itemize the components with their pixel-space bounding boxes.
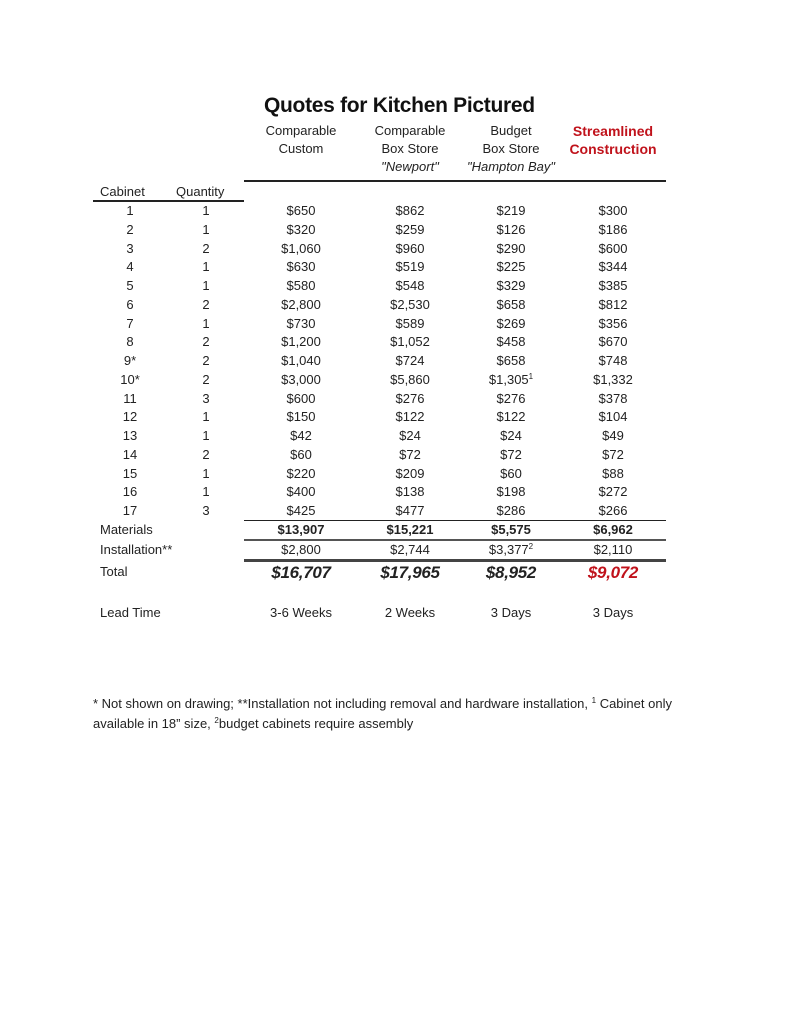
price-value: $650: [286, 203, 316, 218]
column-header-line: "Hampton Bay": [467, 159, 555, 174]
price-value: $24: [399, 428, 421, 443]
price-cell: [246, 353, 356, 368]
materials-divider: [244, 520, 666, 521]
price-value: $548: [395, 278, 425, 293]
price-value: $198: [496, 484, 526, 500]
price-value: $344: [598, 259, 628, 275]
price-cell: [456, 466, 566, 481]
total-label: Total: [100, 564, 128, 579]
lead_time-value: [246, 605, 356, 620]
materials-value: [355, 522, 465, 537]
column-header-line: Budget: [490, 123, 532, 138]
price-cell: [355, 297, 465, 312]
cabinet-column-header: Cabinet: [100, 184, 145, 199]
price-value: $600: [286, 390, 316, 406]
price-value: $320: [286, 221, 316, 237]
price-value: $658: [496, 353, 526, 368]
materials-value: [456, 522, 566, 537]
installation-amount: $3,377: [488, 542, 529, 557]
price-cell: [246, 297, 356, 312]
price-value: $88: [602, 465, 624, 481]
price-value: $519: [395, 259, 425, 275]
lead_time-label: Lead Time: [100, 605, 161, 620]
price-value: $425: [286, 503, 316, 518]
price-cell: [355, 334, 465, 349]
installation-divider: [244, 539, 666, 541]
cabinet-quantity: 1: [202, 465, 210, 481]
price-value: $960: [395, 240, 425, 256]
installation-value: [558, 542, 668, 557]
materials-amount: $15,221: [386, 522, 434, 537]
price-value: $630: [286, 259, 316, 275]
price-cell: [355, 222, 465, 237]
price-value: $1,052: [390, 334, 430, 350]
cabinet-number: 8: [126, 334, 134, 350]
price-value: $72: [399, 446, 421, 462]
cabinet-number: 16: [122, 484, 138, 500]
price-cell: [456, 259, 566, 274]
price-value: $259: [395, 221, 425, 237]
column-header-4: [558, 122, 668, 158]
price-cell: [355, 409, 465, 424]
price-cell: [456, 447, 566, 462]
column-header-line: "Newport": [381, 159, 439, 174]
column-header-1: [246, 122, 356, 158]
price-value: $150: [286, 409, 316, 425]
lead_time-amount: 3 Days: [490, 605, 532, 620]
price-value: $670: [598, 334, 628, 350]
price-cell: [456, 484, 566, 499]
price-cell: [558, 372, 668, 387]
price-value: $1,305: [488, 371, 529, 387]
installation-label: Installation**: [100, 542, 173, 557]
cabinet-number: 3: [126, 240, 134, 256]
price-cell: [355, 316, 465, 331]
materials-amount: $13,907: [277, 522, 325, 537]
price-value: $1,060: [281, 240, 321, 256]
page-title: Quotes for Kitchen Pictured: [264, 94, 535, 117]
cabinet-quantity: 1: [202, 221, 210, 237]
total-amount: $8,952: [485, 563, 537, 582]
price-value: $748: [598, 353, 628, 368]
total-value: [456, 563, 566, 583]
price-cell: [246, 372, 356, 387]
cabinet-quantity: 1: [202, 315, 210, 331]
header-divider: [244, 180, 666, 182]
price-cell: [456, 391, 566, 406]
row-header-divider: [93, 200, 244, 202]
price-cell: [355, 241, 465, 256]
cabinet-quantity: 3: [202, 503, 210, 518]
cabinet-number: 9*: [123, 353, 137, 368]
price-value: $862: [395, 203, 425, 218]
price-cell: [456, 334, 566, 349]
footnote-sup-1: 1: [591, 696, 597, 705]
cabinet-number: 12: [122, 409, 138, 425]
footnote-marker: 1: [528, 371, 534, 381]
price-value: $72: [500, 446, 522, 462]
price-cell: [355, 259, 465, 274]
cabinet-quantity: 2: [202, 353, 210, 368]
price-value: $122: [496, 409, 526, 425]
price-cell: [456, 409, 566, 424]
cabinet-quantity: 1: [202, 203, 210, 218]
price-cell: [456, 278, 566, 293]
price-cell: [355, 353, 465, 368]
price-value: $126: [496, 221, 526, 237]
price-value: $2,530: [390, 296, 430, 312]
price-cell: [246, 278, 356, 293]
materials-value: [246, 522, 356, 537]
price-cell: [558, 278, 668, 293]
cabinet-quantity: 2: [202, 240, 210, 256]
price-value: $225: [496, 259, 526, 275]
price-cell: [558, 316, 668, 331]
price-value: $356: [598, 315, 628, 331]
materials-label: Materials: [100, 522, 153, 537]
footnote-marker: 2: [528, 542, 534, 551]
price-cell: [558, 297, 668, 312]
price-cell: [355, 466, 465, 481]
price-value: $3,000: [281, 371, 321, 387]
price-cell: [558, 334, 668, 349]
price-cell: [558, 447, 668, 462]
installation-value: [456, 542, 566, 557]
price-value: $276: [496, 390, 526, 406]
total-value: [558, 563, 668, 583]
cabinet-quantity: 1: [202, 259, 210, 275]
price-value: $329: [496, 278, 526, 293]
installation-value: [246, 542, 356, 557]
price-cell: [246, 334, 356, 349]
price-value: $589: [395, 315, 425, 331]
installation-amount: $2,800: [281, 542, 321, 557]
price-cell: [246, 203, 356, 218]
price-cell: [558, 503, 668, 518]
footnote-text-1: * Not shown on drawing; **Installation not including removal and hardware installation,: [93, 696, 592, 711]
price-cell: [558, 241, 668, 256]
total-divider: [244, 559, 666, 562]
cabinet-number: 4: [126, 259, 134, 275]
price-cell: [246, 222, 356, 237]
lead_time-amount: 2 Weeks: [384, 605, 436, 620]
price-value: $458: [496, 334, 526, 350]
price-cell: [558, 203, 668, 218]
price-cell: [456, 316, 566, 331]
quantity-column-header: Quantity: [176, 184, 225, 199]
column-header-line: Custom: [278, 141, 324, 156]
cabinet-quantity: 2: [202, 334, 210, 350]
column-header-line: Streamlined: [572, 123, 654, 139]
price-value: $209: [395, 465, 425, 481]
column-header-line: Box Store: [482, 141, 540, 156]
price-cell: [246, 503, 356, 518]
price-value: $286: [496, 503, 526, 518]
price-value: $290: [496, 240, 526, 256]
price-value: $42: [290, 428, 312, 443]
price-cell: [246, 391, 356, 406]
cabinet-quantity: 1: [202, 409, 210, 425]
price-value: $269: [496, 315, 526, 331]
price-cell: [355, 447, 465, 462]
price-value: $220: [286, 465, 316, 481]
installation-amount: $2,744: [390, 542, 430, 557]
price-cell: [456, 222, 566, 237]
column-header-line: Box Store: [381, 141, 439, 156]
price-cell: [558, 409, 668, 424]
column-header-3: [456, 122, 566, 176]
cabinet-quantity: 3: [202, 390, 210, 406]
price-value: $60: [500, 465, 522, 481]
cabinet-quantity: 1: [202, 278, 210, 293]
price-value: $49: [602, 428, 624, 443]
cabinet-number: 17: [122, 503, 138, 518]
price-value: $300: [598, 203, 628, 218]
footnote: [93, 694, 683, 734]
price-cell: [246, 259, 356, 274]
price-cell: [558, 466, 668, 481]
price-value: $1,040: [281, 353, 321, 368]
lead_time-value: [558, 605, 668, 620]
lead_time-value: [355, 605, 465, 620]
price-value: $378: [598, 390, 628, 406]
price-cell: [246, 316, 356, 331]
price-cell: [355, 503, 465, 518]
cabinet-quantity: 1: [202, 428, 210, 443]
price-cell: [355, 391, 465, 406]
footnote-sup-2: 2: [214, 716, 219, 725]
column-header-line: Construction: [569, 141, 657, 157]
price-cell: [456, 503, 566, 518]
price-cell: [558, 391, 668, 406]
price-value: $24: [500, 428, 522, 443]
cabinet-number: 5: [126, 278, 134, 293]
cabinet-number: 13: [122, 428, 138, 443]
price-value: $400: [286, 484, 316, 500]
cabinet-quantity: 2: [202, 371, 210, 387]
cabinet-quantity: 2: [202, 446, 210, 462]
price-value: $60: [290, 446, 312, 462]
price-cell: [558, 353, 668, 368]
price-cell: [246, 241, 356, 256]
price-value: $730: [286, 315, 316, 331]
total-amount: $9,072: [587, 563, 639, 582]
footnote-text-3: budget cabinets require assembly: [218, 716, 414, 731]
price-value: $104: [598, 409, 628, 425]
price-cell: [355, 203, 465, 218]
installation-amount: $2,110: [593, 542, 633, 557]
price-value: $5,860: [390, 371, 430, 387]
cabinet-number: 1: [126, 203, 134, 218]
price-cell: [456, 203, 566, 218]
materials-amount: $5,575: [491, 522, 531, 537]
materials-amount: $6,962: [593, 522, 633, 537]
price-cell: [558, 222, 668, 237]
price-value: $385: [598, 278, 628, 293]
lead_time-value: [456, 605, 566, 620]
price-cell: [558, 428, 668, 443]
price-value: $1,200: [281, 334, 321, 350]
cabinet-number: 15: [122, 465, 138, 481]
price-value: $2,800: [281, 296, 321, 312]
cabinet-number: 10*: [120, 371, 140, 387]
cabinet-number: 11: [123, 390, 137, 406]
column-header-2: [355, 122, 465, 176]
price-value: $724: [395, 353, 425, 368]
total-amount: $16,707: [271, 563, 331, 582]
price-cell: [246, 484, 356, 499]
total-value: [355, 563, 465, 583]
price-value: $477: [395, 503, 425, 518]
price-value: $580: [286, 278, 316, 293]
price-cell: [456, 353, 566, 368]
price-cell: [456, 428, 566, 443]
cabinet-number: 14: [122, 446, 138, 462]
price-cell: [355, 278, 465, 293]
cabinet-number: 6: [126, 296, 134, 312]
cabinet-number: 7: [126, 315, 134, 331]
price-cell: [355, 372, 465, 387]
price-cell: [246, 466, 356, 481]
total-amount: $17,965: [380, 563, 440, 582]
price-value: $122: [395, 409, 425, 425]
installation-value: [355, 542, 465, 557]
cabinet-quantity: 2: [202, 296, 210, 312]
price-value: $812: [598, 296, 628, 312]
price-value: $266: [598, 503, 628, 518]
price-value: $276: [395, 390, 425, 406]
price-value: $219: [496, 203, 526, 218]
cabinet-quantity: 1: [202, 484, 210, 500]
lead_time-amount: 3 Days: [592, 605, 634, 620]
price-cell: [355, 428, 465, 443]
column-header-line: Comparable: [374, 123, 446, 138]
cabinet-number: 2: [126, 221, 134, 237]
price-cell: [456, 241, 566, 256]
price-value: $658: [496, 296, 526, 312]
price-cell: [558, 484, 668, 499]
materials-value: [558, 522, 668, 537]
price-cell: [456, 297, 566, 312]
column-header-line: Comparable: [265, 123, 337, 138]
price-value: $138: [395, 484, 425, 500]
lead_time-amount: 3-6 Weeks: [270, 605, 332, 620]
total-value: [246, 563, 356, 583]
footnote-text-2: Cabinet only available in 18” size,: [93, 696, 672, 731]
price-value: $600: [598, 240, 628, 256]
price-cell: [456, 372, 566, 387]
price-value: $186: [598, 221, 628, 237]
price-value: $72: [602, 446, 624, 462]
price-cell: [558, 259, 668, 274]
price-cell: [246, 409, 356, 424]
price-cell: [246, 447, 356, 462]
price-value: $272: [598, 484, 628, 500]
price-value: $1,332: [593, 371, 633, 387]
price-cell: [246, 428, 356, 443]
price-cell: [355, 484, 465, 499]
